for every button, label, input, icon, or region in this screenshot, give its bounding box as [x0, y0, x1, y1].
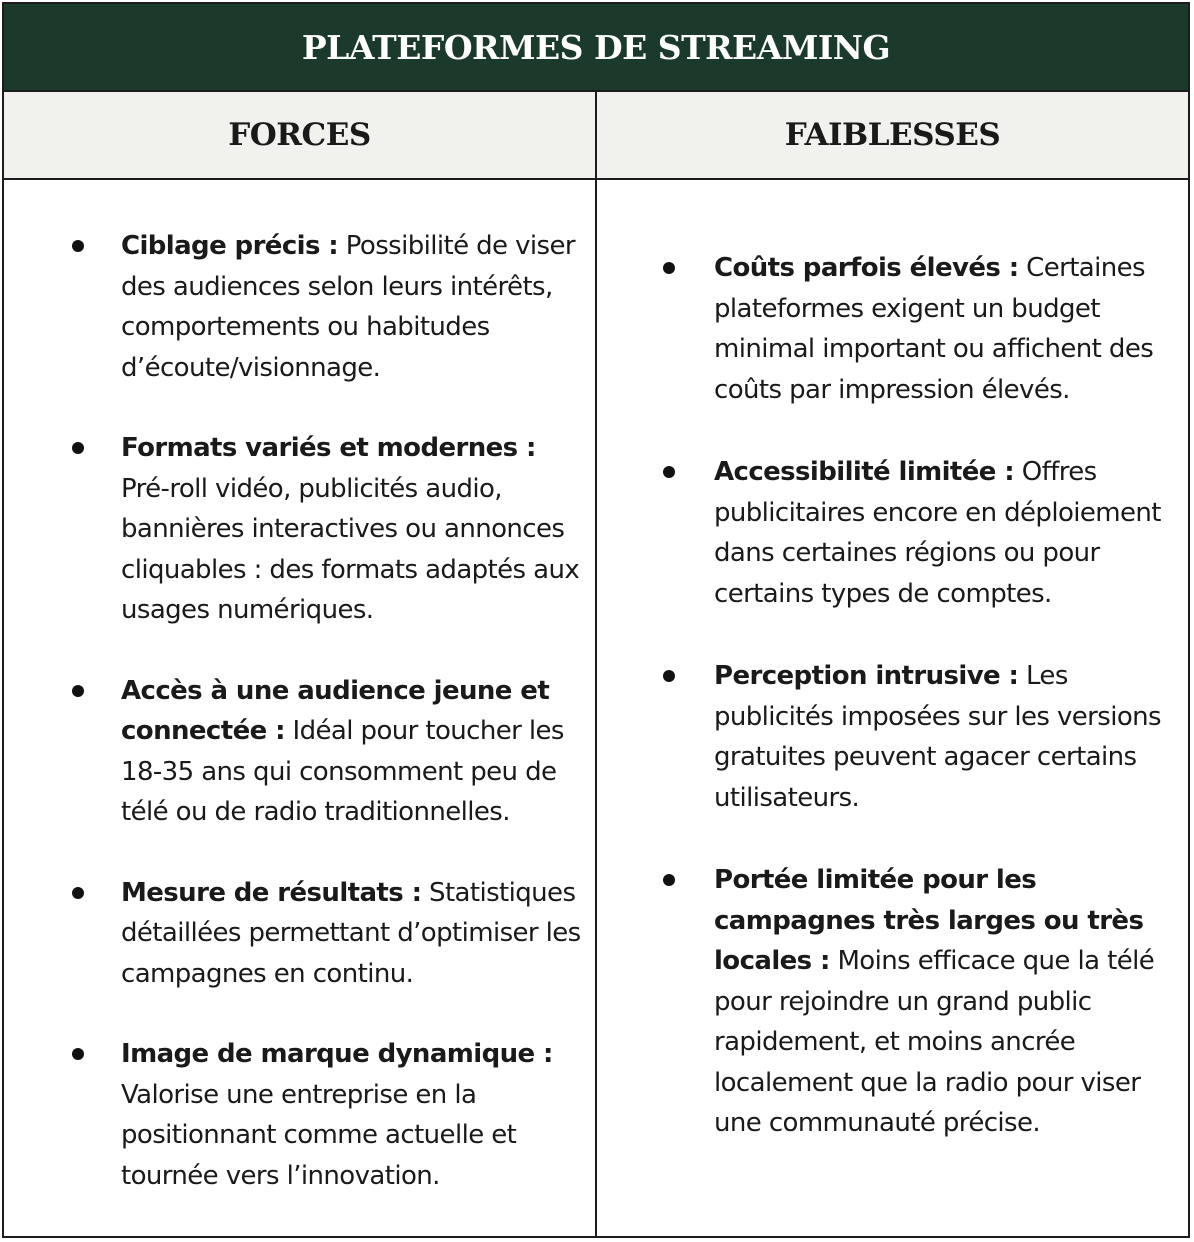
item-text: Les publicités imposées sur les versions gratuites peuvent agacer certains utilisateurs.: [714, 661, 1161, 813]
item-text: Statistiques détaillées permettant d’optimiser les campagnes en continu.: [121, 877, 581, 989]
item-term: Coûts parfois élevés :: [714, 253, 1019, 283]
item-term: Mesure de résultats :: [121, 877, 422, 908]
item-text: Pré-roll vidéo, publicités audio, bannières interactives ou annonces cliquables : des formats adaptés aux usages numériques.: [121, 473, 580, 625]
bullet-icon: [663, 874, 675, 886]
item-term: Image de marque dynamique :: [121, 1039, 553, 1069]
title-bar: [4, 4, 1188, 92]
forces-header: FORCES: [4, 92, 597, 178]
bullet-icon: [72, 240, 84, 252]
item-text: Valorise une entreprise en la positionnant comme actuelle et tournée vers l’innovation.: [121, 1079, 517, 1191]
bullet-icon: [663, 262, 675, 274]
list-item: [597, 656, 1188, 818]
faiblesses-list: [597, 248, 1188, 1144]
item-term: Portée limitée pour les campagnes très larges ou très locales :: [714, 865, 1144, 976]
list-item: [4, 428, 595, 631]
forces-list: [4, 226, 595, 1196]
item-text: Moins efficace que la télé pour rejoindre un grand public rapidement, et moins ancrée localement que la radio pour viser une communauté précise.: [714, 946, 1155, 1138]
list-item: [4, 671, 595, 833]
item-term: Formats variés et modernes :: [121, 433, 536, 463]
list-item: [4, 1034, 595, 1196]
bullet-icon: [663, 670, 675, 682]
list-item: [4, 873, 595, 995]
item-term: Ciblage précis :: [121, 231, 339, 261]
list-item: [4, 226, 595, 388]
faiblesses-header: FAIBLESSES: [784, 117, 1001, 153]
header-row: [4, 92, 1188, 180]
streaming-comparison-table: [2, 2, 1190, 1238]
list-item: [597, 248, 1188, 410]
item-text: Offres publicitaires encore en déploiement dans certaines régions ou pour certains types de comptes.: [714, 457, 1161, 609]
bullet-icon: [72, 887, 84, 899]
item-term: Accès à une audience jeune et connectée :: [121, 675, 550, 746]
item-text: Possibilité de viser des audiences selon leurs intérêts, comportements ou habitudes d’écoute/visionnage.: [121, 231, 575, 383]
item-term: Perception intrusive :: [714, 661, 1019, 691]
faiblesses-column: [597, 180, 1188, 1236]
table-title: PLATEFORMES DE STREAMING: [301, 27, 891, 67]
forces-column: [4, 180, 597, 1236]
item-text: Idéal pour toucher les 18-35 ans qui consomment peu de télé ou de radio traditionnelles.: [121, 716, 564, 827]
list-item: [597, 860, 1188, 1144]
list-item: [597, 452, 1188, 614]
bullet-icon: [663, 466, 675, 478]
item-text: Certaines plateformes exigent un budget minimal important ou affichent des coûts par impression élevés.: [714, 253, 1154, 405]
item-term: Accessibilité limitée :: [714, 457, 1015, 487]
bullet-icon: [72, 442, 84, 454]
bullet-icon: [72, 685, 84, 697]
body-row: [4, 180, 1188, 1236]
bullet-icon: [72, 1048, 84, 1060]
